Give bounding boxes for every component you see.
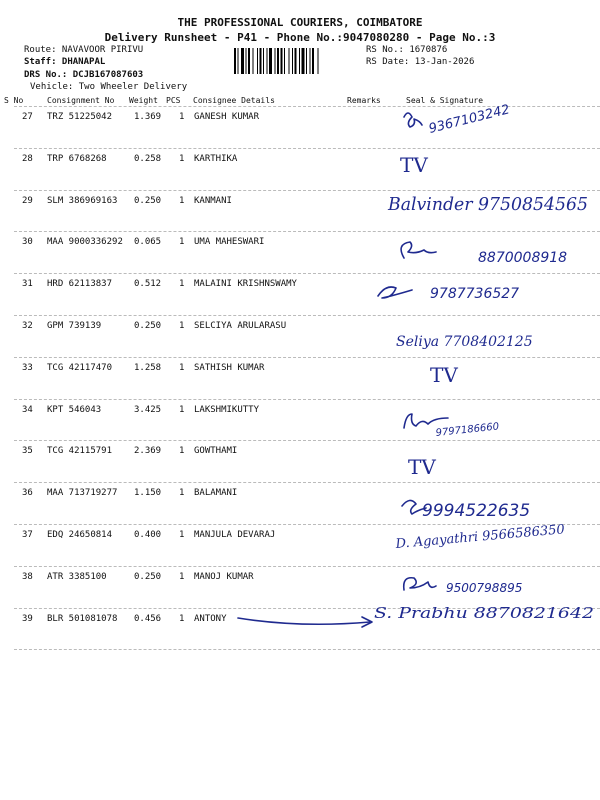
row-sno: 34 — [22, 404, 33, 415]
signature-text-36: 9994522635 — [422, 501, 531, 521]
signature-scribble-38 — [404, 578, 436, 590]
signature-text-35: TV — [408, 455, 436, 479]
row-weight: 0.456 — [134, 613, 162, 624]
row-consignment-no: MAA 713719277 — [47, 488, 118, 499]
row-weight: 0.250 — [134, 571, 162, 582]
staff-label: Staff: DHANAPAL — [24, 57, 106, 67]
runsheet-subtitle: Delivery Runsheet - P41 - Phone No.:9047080280 - Page No.:3 — [104, 31, 496, 44]
row-weight: 0.250 — [134, 321, 162, 331]
row-consignee: SATHISH KUMAR — [194, 362, 265, 373]
column-header-pcs: PCS — [166, 96, 181, 105]
signature-scribble-34 — [404, 414, 448, 428]
row-pcs: 1 — [179, 321, 185, 331]
row-weight: 2.369 — [134, 446, 162, 457]
row-weight: 3.425 — [134, 404, 162, 415]
row-sno: 36 — [22, 488, 33, 499]
row-sno: 33 — [22, 362, 33, 373]
row-sno: 27 — [22, 112, 33, 122]
row-pcs: 1 — [179, 112, 185, 122]
rs-number: RS No.: 1670876 — [366, 45, 448, 55]
row-sno: 37 — [22, 530, 33, 540]
drs-number: DRS No.: DCJB167087603 — [24, 70, 144, 80]
row-consignee: BALAMANI — [194, 488, 238, 499]
row-consignment-no: TRP 6768268 — [47, 153, 107, 164]
row-sno: 38 — [22, 571, 33, 582]
row-pcs: 1 — [179, 530, 185, 540]
row-pcs: 1 — [179, 488, 185, 499]
rs-date: RS Date: 13-Jan-2026 — [366, 57, 475, 67]
column-header-weight: Weight — [129, 96, 158, 105]
column-header-consignee: Consignee Details — [193, 96, 275, 105]
row-sno: 30 — [22, 237, 33, 248]
row-weight: 1.150 — [134, 488, 162, 499]
row-pcs: 1 — [179, 362, 185, 373]
row-sno: 39 — [22, 613, 33, 624]
row-weight: 0.258 — [134, 153, 162, 164]
row-pcs: 1 — [179, 613, 185, 624]
row-consignee: KARTHIKA — [194, 153, 238, 164]
row-weight: 1.258 — [134, 362, 162, 373]
row-consignment-no: HRD 62113837 — [47, 279, 113, 290]
row-pcs: 1 — [179, 195, 185, 206]
row-consignment-no: TCG 42115791 — [47, 446, 113, 457]
signature-text-30: 8870008918 — [478, 250, 568, 266]
row-consignment-no: KPT 546043 — [47, 404, 102, 415]
row-consignee: MANOJ KUMAR — [194, 571, 254, 582]
row-consignee: GANESH KUMAR — [194, 112, 260, 122]
row-consignee: KANMANI — [194, 195, 232, 206]
row-consignee: GOWTHAMI — [194, 446, 238, 457]
row-consignee: LAKSHMIKUTTY — [194, 404, 260, 415]
row-weight: 0.400 — [134, 530, 162, 540]
signature-text-28: TV — [400, 153, 428, 177]
row-weight: 1.369 — [134, 112, 162, 122]
row-sno: 32 — [22, 321, 33, 331]
column-header-signature: Seal & Signature — [406, 96, 484, 105]
row-sno: 28 — [22, 153, 33, 164]
signature-scribble-27 — [404, 113, 422, 127]
signature-text-39: S. Prabhu 8870821642 — [374, 604, 594, 622]
row-pcs: 1 — [179, 279, 185, 290]
column-header-sno: S No — [4, 96, 24, 105]
row-sno: 31 — [22, 279, 33, 290]
column-header-consignment: Consignment No — [47, 96, 115, 105]
signature-text-38: 9500798895 — [446, 581, 523, 595]
row-consignee: SELCIYA ARULARASU — [194, 321, 287, 331]
row-consignment-no: TRZ 51225042 — [47, 112, 113, 122]
row-pcs: 1 — [179, 404, 185, 415]
row-consignment-no: ATR 3385100 — [47, 571, 107, 582]
signature-text-34: 9797186660 — [435, 421, 500, 439]
signature-text-33: TV — [430, 363, 458, 387]
vehicle-label: Vehicle: Two Wheeler Delivery — [30, 82, 188, 92]
signature-text-27: 9367103242 — [427, 102, 512, 137]
signature-scribble-31 — [378, 287, 412, 298]
row-consignee: MALAINI KRISHNSWAMY — [194, 279, 297, 290]
company-title: THE PROFESSIONAL COURIERS, COIMBATORE — [177, 16, 423, 29]
row-pcs: 1 — [179, 237, 185, 248]
row-consignee: ANTONY — [194, 613, 227, 624]
row-weight: 0.250 — [134, 195, 162, 206]
column-header-remarks: Remarks — [347, 96, 381, 105]
row-sno: 35 — [22, 446, 33, 457]
row-consignment-no: MAA 9000336292 — [47, 237, 123, 248]
row-consignee: UMA MAHESWARI — [194, 237, 265, 248]
row-consignment-no: SLM 386969163 — [47, 195, 118, 206]
signature-text-29: Balvinder 9750854565 — [387, 194, 588, 215]
row-consignment-no: BLR 501081078 — [47, 613, 118, 624]
row-weight: 0.512 — [134, 279, 162, 290]
signature-text-32: Seliya 7708402125 — [396, 334, 533, 350]
row-consignment-no: EDQ 24650814 — [47, 530, 113, 540]
signature-text-31: 9787736527 — [430, 286, 520, 302]
row-pcs: 1 — [179, 446, 185, 457]
route-label: Route: NAVAVOOR PIRIVU — [24, 45, 144, 55]
row-pcs: 1 — [179, 153, 185, 164]
row-sno: 29 — [22, 195, 33, 206]
row-consignment-no: TCG 42117470 — [47, 362, 113, 373]
row-consignee: MANJULA DEVARAJ — [194, 530, 276, 540]
delivery-arrow-line — [238, 618, 370, 624]
row-weight: 0.065 — [134, 237, 162, 248]
signature-scribble-30 — [401, 242, 436, 258]
row-consignment-no: GPM 739139 — [47, 321, 102, 331]
signature-text-37: D. Agayathri 9566586350 — [395, 522, 566, 552]
row-pcs: 1 — [179, 571, 185, 582]
